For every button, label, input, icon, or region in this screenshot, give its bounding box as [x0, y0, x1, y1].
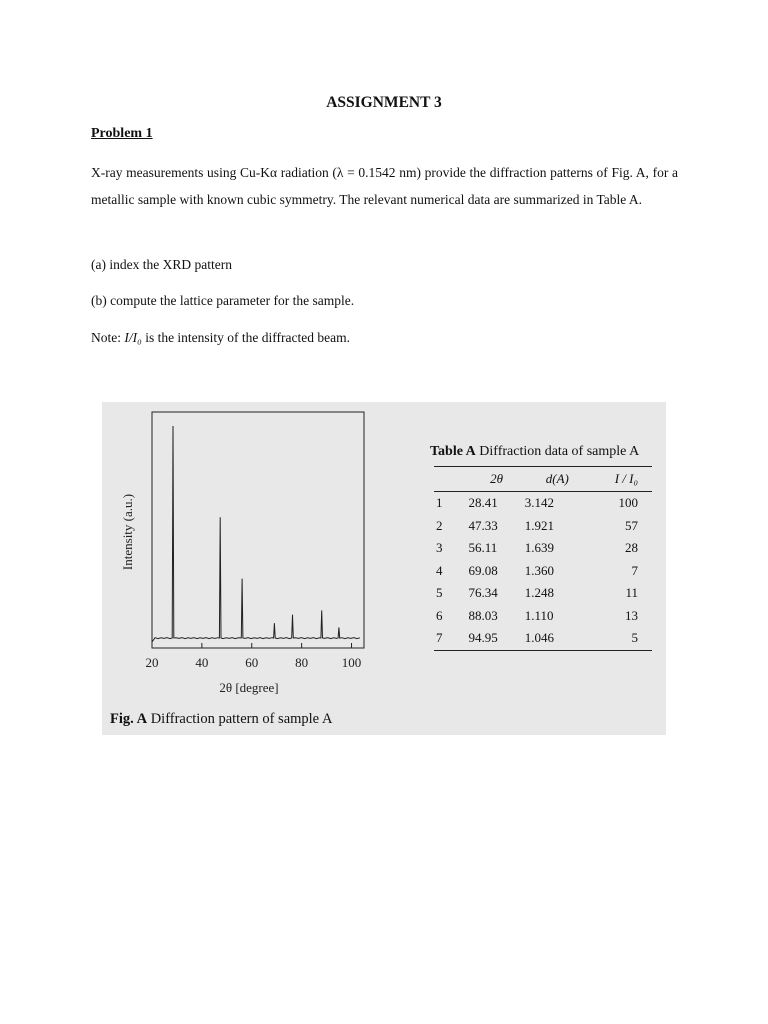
cell-index: 6: [436, 607, 443, 623]
x-tick-label: 100: [341, 655, 362, 670]
cell-intensity: 28: [625, 540, 638, 556]
cell-intensity: 13: [625, 607, 638, 623]
part-a-text: (a) index the XRD pattern: [91, 257, 232, 272]
cell-intensity: 7: [631, 562, 638, 578]
x-tick-label: 40: [195, 655, 209, 670]
x-tick-label: 80: [295, 655, 309, 670]
col-header-intensity: I / I₀: [614, 471, 638, 486]
part-b-text: (b) compute the lattice parameter for the sample.: [91, 293, 355, 308]
plot-frame: [152, 412, 364, 648]
diffraction-line: [152, 426, 360, 642]
x-tick-label: 20: [145, 655, 159, 670]
cell-2theta: 47.33: [468, 517, 498, 533]
cell-2theta: 56.11: [468, 540, 498, 556]
figure-caption-bold: Fig. A: [110, 711, 148, 727]
cell-index: 4: [436, 562, 443, 578]
problem-intro: X-ray measurements using Cu-Kα radiation (λ = 0.1542 nm) provide the diffraction patterns of Fig. A, for a metallic sample with known cubic symmetry. The relevant numerical data are summarized in Table A.: [91, 165, 678, 207]
figure-caption-text: Diffraction pattern of sample A: [147, 711, 333, 727]
figure-caption: [110, 711, 332, 728]
cell-d: 1.921: [524, 517, 555, 533]
table-row: [434, 515, 652, 538]
x-tick-label: 60: [245, 655, 259, 670]
cell-index: 3: [436, 540, 443, 556]
cell-d: 1.110: [524, 607, 554, 623]
x-tick-labels: [146, 655, 362, 670]
diffraction-table: [434, 466, 652, 651]
cell-2theta: 88.03: [468, 607, 498, 623]
note-prefix: Note:: [91, 330, 125, 345]
cell-intensity: 100: [618, 495, 638, 511]
table-title-bold: Table A: [430, 444, 476, 459]
cell-2theta: 28.41: [468, 495, 498, 511]
cell-index: 2: [436, 517, 443, 533]
cell-d: 1.639: [524, 540, 555, 556]
table-header-row: [434, 467, 652, 492]
cell-intensity: 11: [625, 585, 638, 601]
table-title-text: Diffraction data of sample A: [475, 444, 640, 459]
col-header-2theta: 2θ: [490, 471, 504, 486]
x-axis-label: 2θ [degree]: [219, 680, 279, 695]
x-ticks: [152, 643, 352, 648]
note-text: [91, 324, 678, 351]
cell-intensity: 5: [631, 630, 638, 646]
table-row: [434, 627, 652, 650]
cell-d: 1.046: [524, 630, 555, 646]
table-row: [434, 605, 652, 628]
cell-d: 1.248: [524, 585, 555, 601]
cell-index: 7: [436, 630, 443, 646]
note-suffix: is the intensity of the diffracted beam.: [141, 330, 351, 345]
col-header-index: [434, 467, 468, 492]
col-header-d: d(A): [545, 471, 569, 486]
table-row: [434, 582, 652, 605]
cell-d: 1.360: [524, 562, 555, 578]
cell-2theta: 69.08: [468, 562, 498, 578]
table-row: [434, 560, 652, 583]
figure-panel: [102, 402, 666, 735]
table-row: [434, 537, 652, 560]
problem-heading: Problem 1: [91, 126, 153, 141]
cell-d: 3.142: [524, 495, 555, 511]
cell-index: 5: [436, 585, 443, 601]
table-title: [430, 444, 639, 460]
table-row: [434, 492, 652, 515]
xrd-chart: [102, 402, 392, 707]
note-symbol: I/I₀: [124, 330, 142, 345]
page-title: ASSIGNMENT 3: [326, 94, 442, 111]
y-axis-label: Intensity (a.u.): [120, 493, 135, 571]
cell-2theta: 94.95: [468, 630, 498, 646]
cell-2theta: 76.34: [468, 585, 498, 601]
cell-intensity: 57: [625, 517, 638, 533]
cell-index: 1: [436, 495, 443, 511]
